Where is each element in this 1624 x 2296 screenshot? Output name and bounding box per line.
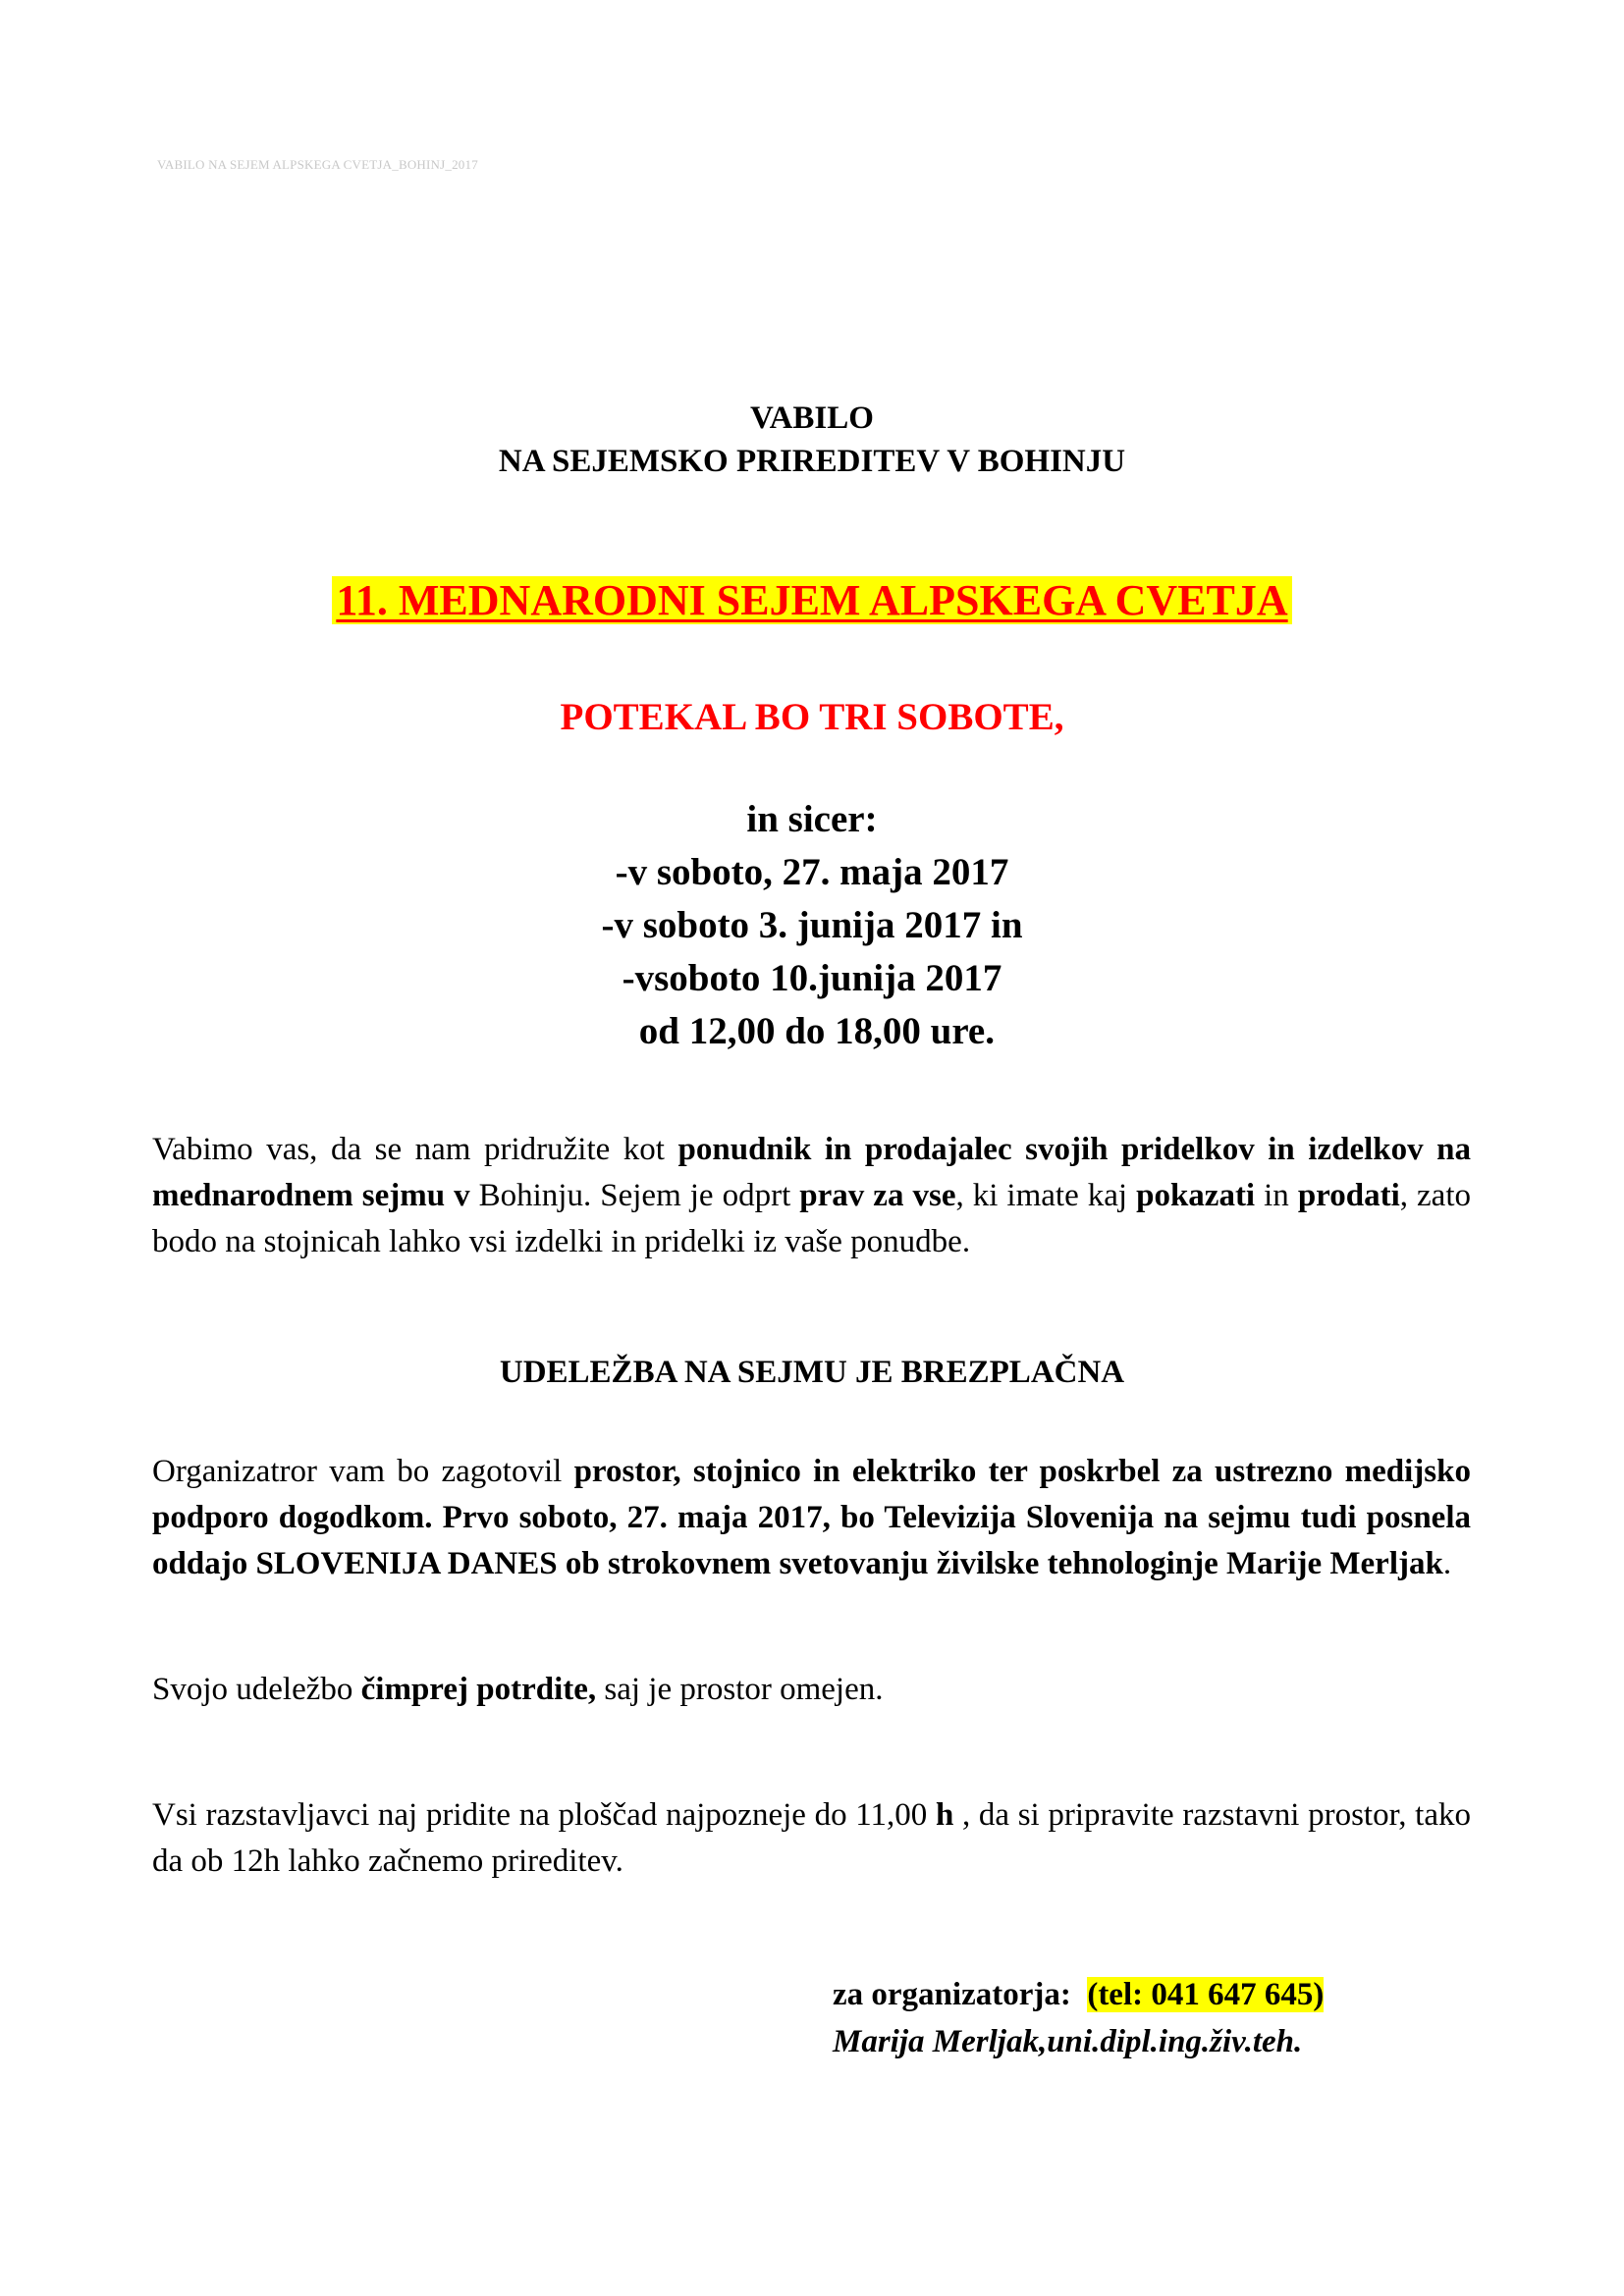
bold-run: čimprej potrdite, (360, 1672, 597, 1707)
dates-line: od 12,00 do 18,00 ure. (629, 1010, 995, 1052)
bold-run: prodati (1297, 1178, 1400, 1213)
text-run: , da si pripravite razstavni prostor, tako da ob 12h lahko začnemo prireditev. (152, 1797, 1471, 1879)
free-participation-heading: UDELEŽBA NA SEJMU JE BREZPLAČNA (499, 1355, 1125, 1390)
text-run: Vsi razstavljavci naj pridite na ploščad najpozneje do 11,00 (152, 1797, 936, 1833)
bold-run: pokazati (1136, 1178, 1256, 1213)
event-title-text: 11. MEDNARODNI SEJEM ALPSKEGA CVETJA (332, 576, 1291, 624)
text-run: in (1255, 1178, 1298, 1213)
text-run: Vabimo vas, da se nam pridružite kot (152, 1132, 678, 1167)
bold-run: h (935, 1797, 954, 1833)
bold-run: prostor, stojnico in elektriko ter poskrbel za ustrezno medijsko podporo dogodkom. Prvo soboto, 27. maja 2017, bo Televizija Slovenija na sejmu tudi posnela oddajo SLOVENIJA DANES ob strokovnem svetovanju živilske tehnologinje Marije Merljak (152, 1454, 1471, 1581)
text-run: , zato bodo na stojnicah lahko vsi izdelki in pridelki iz vaše ponudbe. (152, 1178, 1471, 1259)
dates-line: -vsoboto 10.junija 2017 (622, 957, 1002, 999)
text-run: Svojo udeležbo (152, 1672, 361, 1707)
organizer-name: Marija Merljak,uni.dipl.ing.živ.teh. (833, 2024, 1303, 2059)
text-run: Organizatror vam bo zagotovil (152, 1454, 574, 1489)
dates-line: -v soboto 3. junija 2017 in (601, 904, 1023, 946)
paragraph-invitation (152, 1127, 1471, 1265)
bold-run: ponudnik in prodajalec svojih pridelkov in izdelkov na mednarodnem sejmu v (152, 1132, 1471, 1213)
signature-label: za organizatorja: (833, 1977, 1088, 2012)
paragraph-exhibitors (152, 1792, 1471, 1885)
text-run: Bohinju. Sejem je odprt (469, 1178, 800, 1213)
header-note: VABILO NA SEJEM ALPSKEGA CVETJA_BOHINJ_2017 (157, 157, 478, 172)
paragraph-organizer (152, 1449, 1471, 1587)
text-run: , ki imate kaj (955, 1178, 1137, 1213)
invitation-subtitle: NA SEJEMSKO PRIREDITEV V BOHINJU (498, 444, 1126, 479)
text-run: . (1442, 1546, 1452, 1581)
signature-line (833, 1971, 1324, 2018)
schedule-intro: POTEKAL BO TRI SOBOTE, (560, 696, 1064, 738)
organizer-phone: (tel: 041 647 645) (1087, 1977, 1325, 2012)
invitation-title: VABILO (750, 400, 874, 436)
text-run: saj je prostor omejen. (596, 1672, 884, 1707)
dates-line: -v soboto, 27. maja 2017 (615, 851, 1009, 893)
dates-line: in sicer: (746, 798, 878, 840)
event-title (0, 575, 1624, 625)
paragraph-confirm (152, 1667, 1471, 1713)
bold-run: prav za vse (799, 1178, 956, 1213)
dates-block (0, 793, 1624, 1058)
signature-block (833, 1971, 1324, 2065)
